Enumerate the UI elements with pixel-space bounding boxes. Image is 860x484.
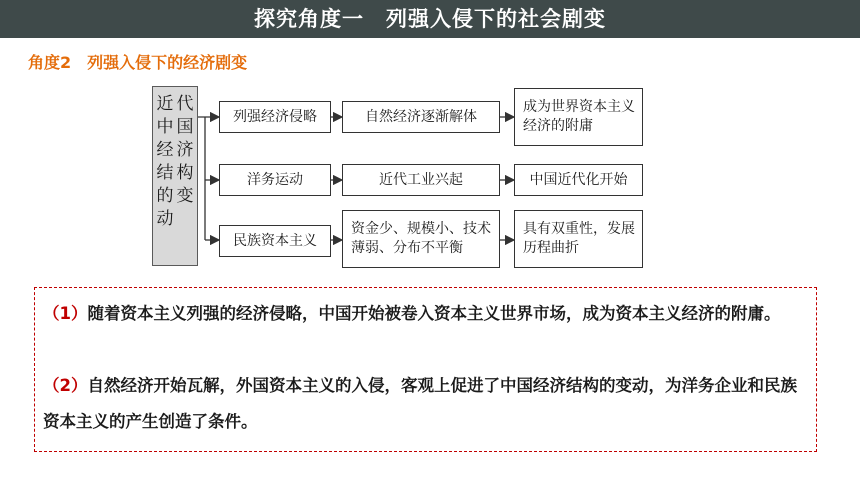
note-2-text: 自然经济开始瓦解，外国资本主义的入侵，客观上促进了中国经济结构的变动，为洋务企业和民族资本主义的产生创造了条件。 [43, 376, 797, 431]
note-point-1 [43, 296, 811, 332]
row-3-first-box: 民族资本主义 [219, 225, 331, 257]
note-2-number: （2） [43, 376, 88, 395]
row-2-third-box: 中国近代化开始 [514, 164, 643, 196]
note-point-2 [43, 368, 811, 440]
section-subtitle: 角度2 列强入侵下的经济剧变 [28, 53, 248, 72]
sidebar-label-col-1: 近中经结的动 [156, 94, 174, 229]
diagram-sidebar [152, 86, 198, 266]
row-2-first-box: 洋务运动 [219, 164, 331, 196]
sidebar-label-col-2: 代国济构变 [176, 94, 194, 206]
note-1-text: 随着资本主义列强的经济侵略，中国开始被卷入资本主义世界市场，成为资本主义经济的附庸。 [87, 304, 781, 323]
row-2-second-box: 近代工业兴起 [342, 164, 500, 196]
row-3-third-box: 具有双重性，发展历程曲折 [514, 210, 643, 268]
notes-box [34, 287, 817, 452]
row-3-second-box: 资金少、规模小、技术薄弱、分布不平衡 [342, 210, 500, 268]
note-1-number: （1） [43, 304, 88, 323]
row-1-third-box: 成为世界资本主义经济的附庸 [514, 88, 643, 146]
row-1-first-box: 列强经济侵略 [219, 101, 331, 133]
slide-title: 探究角度一 列强入侵下的社会剧变 [254, 7, 606, 31]
row-1-second-box: 自然经济逐渐解体 [342, 101, 500, 133]
